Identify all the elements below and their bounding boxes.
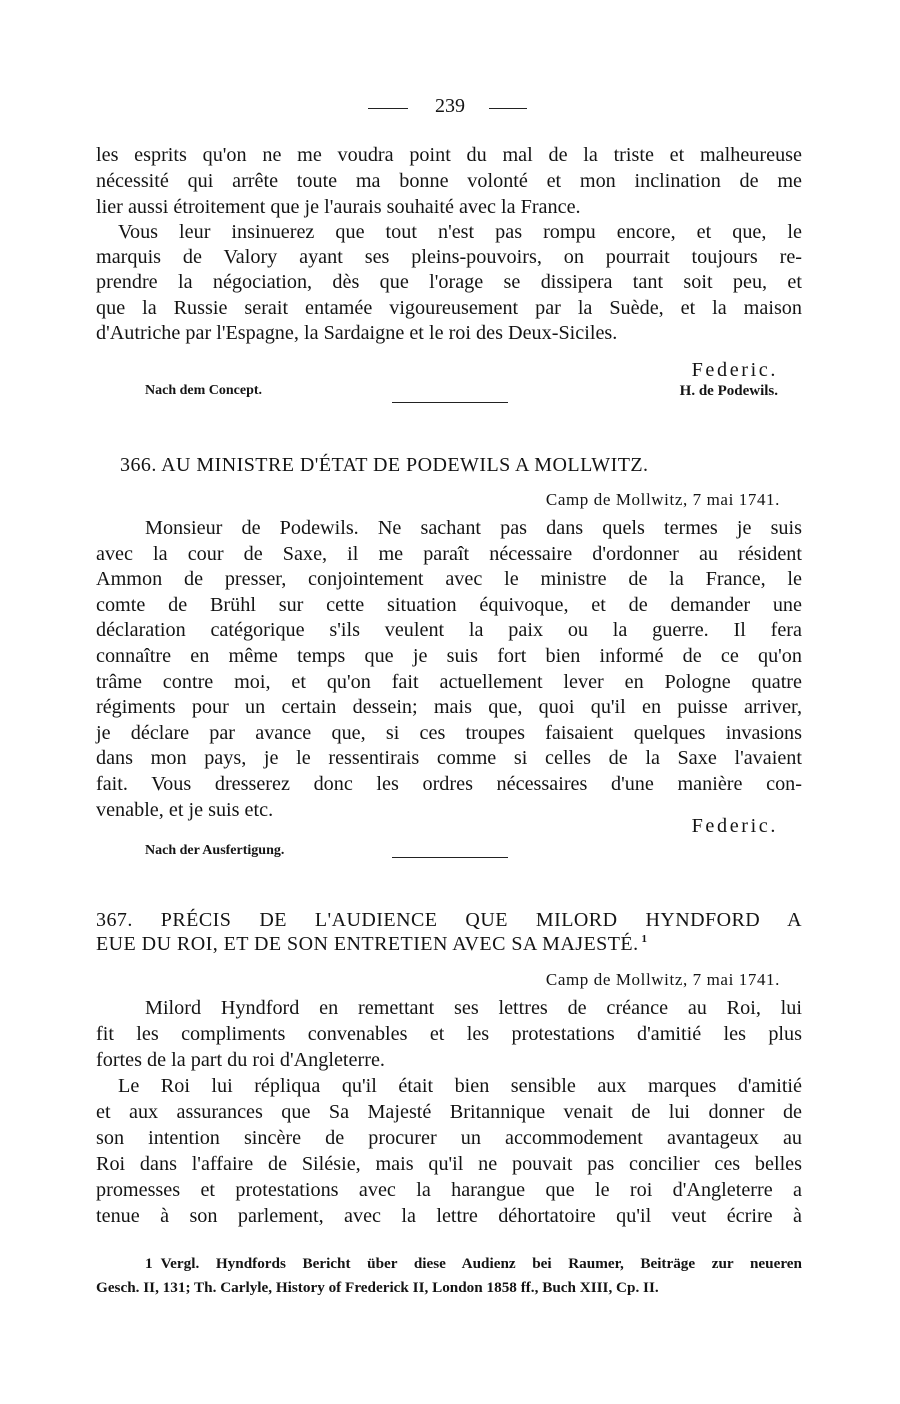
text-line: fortes de la part du roi d'Angleterre. bbox=[96, 1049, 385, 1071]
text-line: connaître en même temps que je suis fort bien informé de ce qu'on bbox=[96, 645, 802, 667]
text-line: que la Russie serait entamée vigoureusement par la Suède, et la maison bbox=[96, 297, 802, 319]
text-line: marquis de Valory ayant ses pleins-pouvoirs, on pourrait toujours re- bbox=[96, 246, 802, 268]
header-rule-left bbox=[368, 108, 408, 109]
footnote-line: Gesch. II, 131; Th. Carlyle, History of Frederick II, London 1858 ff., Buch XIII, Cp. II. bbox=[96, 1279, 659, 1296]
page-number: 239 bbox=[435, 95, 465, 117]
footnote-text: Vergl. Hyndfords Bericht über diese Audienz bei Raumer, Beiträge zur neueren bbox=[160, 1255, 802, 1272]
text-line: comte de Brühl sur cette situation équivoque, et de demander une bbox=[96, 594, 802, 616]
text-line: son intention sincère de procurer un accommodement avantageux au bbox=[96, 1127, 802, 1149]
section-divider bbox=[392, 402, 508, 403]
text-line: prendre la négociation, dès que l'orage se dissipera tant soit peu, et bbox=[96, 271, 802, 293]
letter-heading: 367. PRÉCIS DE L'AUDIENCE QUE MILORD HYNDFORD A bbox=[96, 909, 802, 931]
text-line: nécessité qui arrête toute ma bonne volonté et mon inclination de me bbox=[96, 170, 802, 192]
text-line: dans mon pays, je le ressentirais comme si celles de la Saxe l'avaient bbox=[96, 747, 802, 769]
signature: Federic. bbox=[691, 815, 778, 837]
text-line: avec la cour de Saxe, il me paraît nécessaire d'ordonner au résident bbox=[96, 543, 802, 565]
text-line: d'Autriche par l'Espagne, la Sardaigne et le roi des Deux-Siciles. bbox=[96, 322, 618, 344]
text-line: je déclare par avance que, si ces troupes faisaient quelques invasions bbox=[96, 722, 802, 744]
source-note: Nach der Ausfertigung. bbox=[145, 843, 285, 858]
text-line: fait. Vous dresserez donc les ordres nécessaires d'une manière con- bbox=[96, 773, 802, 795]
footnote-ref: 1 bbox=[641, 933, 648, 945]
text-line: Le Roi lui répliqua qu'il était bien sensible aux marques d'amitié bbox=[118, 1075, 802, 1097]
text-line: régiments pour un certain dessein; mais que, quoi qu'il en puisse arriver, bbox=[96, 696, 802, 718]
letter-heading-cont bbox=[96, 934, 802, 954]
text-line: tenue à son parlement, avec la lettre déhortatoire qu'il veut écrire à bbox=[96, 1205, 802, 1227]
footnote-line bbox=[145, 1256, 802, 1271]
text-line: Roi dans l'affaire de Silésie, mais qu'il ne pouvait pas concilier ces belles bbox=[96, 1153, 802, 1175]
text-line: déclaration catégorique s'ils veulent la paix ou la guerre. Il fera bbox=[96, 619, 802, 641]
text-line: fit les compliments convenables et les protestations d'amitié les plus bbox=[96, 1023, 802, 1045]
text-line: Vous leur insinuerez que tout n'est pas rompu encore, et que, le bbox=[118, 221, 802, 243]
text-line: Ammon de presser, conjointement avec le ministre de la France, le bbox=[96, 568, 802, 590]
page-header bbox=[0, 96, 900, 122]
text-line: Milord Hyndford en remettant ses lettres de créance au Roi, lui bbox=[145, 997, 802, 1019]
header-rule-right bbox=[489, 108, 527, 109]
text-line: trâme contre moi, et qu'on fait actuellement lever en Pologne quatre bbox=[96, 671, 802, 693]
heading-text: EUE DU ROI, ET DE SON ENTRETIEN AVEC SA MAJESTÉ. bbox=[96, 933, 639, 955]
text-line: venable, et je suis etc. bbox=[96, 799, 274, 821]
text-line: promesses et protestations avec la harangue que le roi d'Angleterre a bbox=[96, 1179, 802, 1201]
text-line: les esprits qu'on ne me voudra point du mal de la triste et malheureuse bbox=[96, 144, 802, 166]
letter-place-date: Camp de Mollwitz, 7 mai 1741. bbox=[545, 970, 780, 989]
footnote-mark: 1 bbox=[145, 1255, 153, 1272]
section-divider bbox=[392, 857, 508, 858]
text-line: Monsieur de Podewils. Ne sachant pas dans quels termes je suis bbox=[145, 517, 802, 539]
text-line: lier aussi étroitement que je l'aurais souhaité avec la France. bbox=[96, 196, 581, 218]
letter-heading: 366. AU MINISTRE D'ÉTAT DE PODEWILS A MOLLWITZ. bbox=[120, 454, 649, 476]
letter-place-date: Camp de Mollwitz, 7 mai 1741. bbox=[545, 490, 780, 509]
cosigner: H. de Podewils. bbox=[679, 383, 778, 399]
source-note: Nach dem Concept. bbox=[145, 383, 263, 398]
signature: Federic. bbox=[691, 359, 778, 381]
text-line: et aux assurances que Sa Majesté Britannique venait de lui donner de bbox=[96, 1101, 802, 1123]
